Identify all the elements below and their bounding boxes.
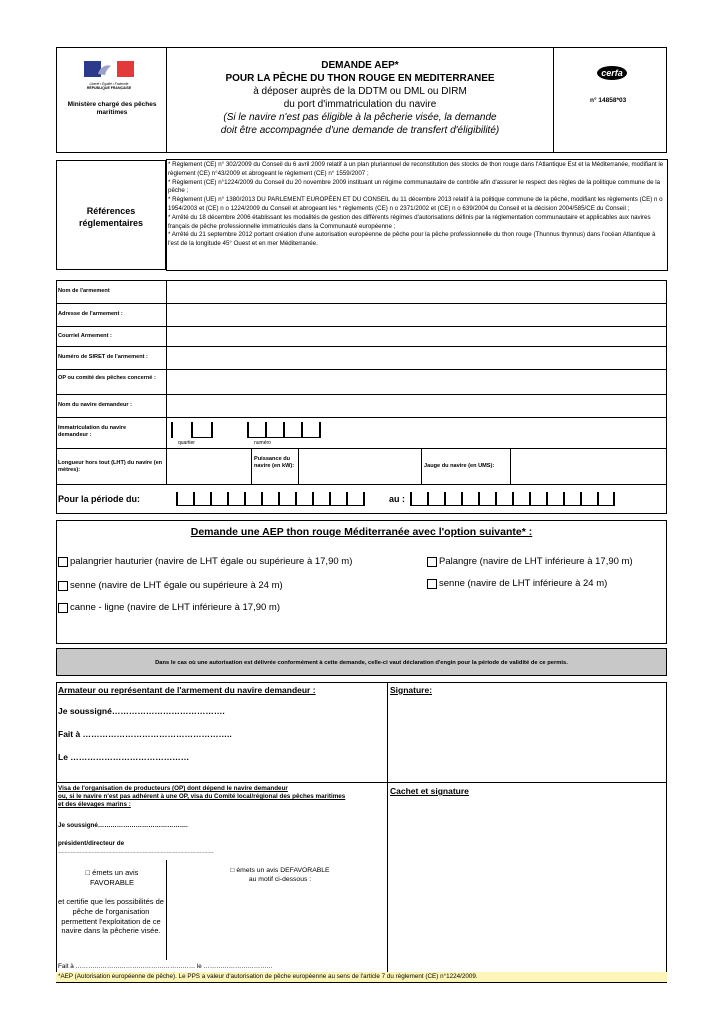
visa-fait-a[interactable]: Fait à ………………………………………………… le …………………………… <box>58 963 273 970</box>
adresse-armement-field[interactable] <box>167 304 666 326</box>
logo-caption: Liberté • Égalité • Fraternité <box>89 82 129 86</box>
option-label: Palangre (navire de LHT inférieure à 17,90 m) <box>439 556 633 567</box>
reference-item: * Arrêté du 18 décembre 2006 établissant les modalités de gestion des différents régimes d'autorisations définis par la réglementation communautaire et applicables aux navires français de pêche professionnelle immatriculés dans la Communauté européenne ; <box>168 213 651 230</box>
republic-logo <box>84 61 134 90</box>
periode-start-comb-field[interactable] <box>176 490 386 510</box>
nom-armement-label: Nom de l'armement <box>58 288 110 294</box>
form-subtitle: POUR LA PÊCHE DU THON ROUGE EN MEDITERRANEE <box>225 73 495 84</box>
flag-logo-icon <box>84 61 134 77</box>
checkbox[interactable] <box>427 579 437 589</box>
avis-defavorable-line2: au motif ci-dessous : <box>248 875 312 883</box>
certification-text: et certifie que les possibilités de pêche de l'organisation permettent l'exploitation de ce navire dans la pêcherie visée. <box>58 897 164 936</box>
periode-end-comb-field[interactable] <box>410 490 620 510</box>
jauge-field[interactable] <box>511 449 666 484</box>
options-title: Demande une AEP thon rouge Méditerranée avec l'option suivante* : <box>190 526 533 538</box>
visa-president-dots[interactable]: …………………………………………………………………… <box>58 849 214 855</box>
option-canne-ligne[interactable] <box>58 602 280 613</box>
ministry-label: Ministère chargé des pêches maritimes <box>67 101 157 117</box>
cerfa-number: n° 14858*03 <box>590 97 627 104</box>
adresse-armement-label: Adresse de l'armement : <box>58 311 123 317</box>
visa-heading-line3: et des élevages marins : <box>58 801 131 809</box>
cerfa-logo: cerfa <box>597 66 627 80</box>
quartier-caption: quartier <box>178 440 195 446</box>
armateur-je-soussigne[interactable]: Je soussigné…………………………………. <box>58 706 225 716</box>
courriel-armement-field[interactable] <box>167 327 666 346</box>
row-line <box>56 484 667 485</box>
form-title: DEMANDE AEP* <box>321 60 399 71</box>
deposit-instruction: à déposer auprès de la DDTM ou DML ou DIRM <box>253 86 467 97</box>
option-label: senne (navire de LHT égale ou supérieure à 24 m) <box>70 580 283 591</box>
signature-label: Signature: <box>390 685 433 695</box>
armateur-visa-divider <box>56 782 667 783</box>
notice-text: Dans le cas où une autorisation est délivrée conformément à cette demande, celle-ci vaut déclaration d'engin pour la période de validité de ce permis. <box>155 660 568 666</box>
visa-je-soussigne[interactable]: Je soussigné……………………………………. <box>58 822 188 829</box>
jauge-label: Jauge du navire (en UMS): <box>424 463 495 469</box>
references-label <box>56 205 166 229</box>
avis-defavorable[interactable] <box>205 867 355 885</box>
row-line <box>56 417 667 418</box>
footnote: *AEP (Autorisation européenne de pêche). Le PPS a valeur d'autorisation de pêche européenne au sens de l'article 7 du règlement (CE) n°1224/2009. <box>56 972 667 982</box>
eligibility-note-1: (Si le navire n'est pas éligible à la pêcherie visée, la demande <box>223 112 497 123</box>
armateur-fait-a[interactable]: Fait à …………………………………………….. <box>58 729 232 739</box>
armateur-le[interactable]: Le …………………………………… <box>58 752 190 762</box>
siret-label: Numéro de SIRET de l'armement : <box>58 354 148 360</box>
visa-heading <box>58 785 388 810</box>
checkbox[interactable] <box>427 557 437 567</box>
armateur-title: Armateur ou représentant de l'armement du navire demandeur : <box>58 685 316 695</box>
nom-navire-field[interactable] <box>167 395 666 417</box>
reference-item: * Règlement (UE) n° 1380/2013 DU PARLEMENT EUROPÉEN ET DU CONSEIL du 11 décembre 2013 relatif à la politique commune de la pêche, modifiant les règlements (CE) n o 1954/2003 et (CE) n o 1224/2009 du Conseil et abrogeant les * règlements (CE) n o 2371/2002 et (CE) n o 639/2004 du Conseil et la décision 2004/585/CE du Conseil ; <box>168 196 663 212</box>
signature-field[interactable] <box>389 698 665 780</box>
courriel-armement-label: Courriel Armement : <box>58 333 112 339</box>
periode-au-label: au : <box>389 494 406 504</box>
references-label-line2: réglementaires <box>78 218 144 229</box>
cell-divider <box>421 448 422 484</box>
avis-favorable-line1: □ émets un avis <box>85 868 139 877</box>
op-comite-label: OP ou comité des pêches concerné : <box>58 375 156 381</box>
siret-field[interactable] <box>167 347 666 369</box>
option-label: canne - ligne (navire de LHT inférieure à 17,90 m) <box>70 602 280 613</box>
avis-favorable-line2: FAVORABLE <box>89 877 135 887</box>
option-label: senne (navire de LHT inférieure à 24 m) <box>439 578 608 589</box>
option-palangrier-hauturier[interactable] <box>58 556 352 567</box>
eligibility-note-2: doit être accompagnée d'une demande de transfert d'éligibilité) <box>220 125 500 136</box>
logo-republic: RÉPUBLIQUE FRANÇAISE <box>86 86 132 90</box>
visa-heading-line2: ou, si le navire n'est pas adhérent à une OP, visa du Comité local/régional des pêches maritimes <box>58 793 346 801</box>
armateur-signature-divider <box>387 682 388 972</box>
cell-divider <box>251 448 252 484</box>
periode-label: Pour la période du: <box>58 494 141 504</box>
visa-president-label: président/directeur de <box>58 840 125 847</box>
cachet-signature-label: Cachet et signature <box>390 786 469 796</box>
option-label: palangrier hauturier (navire de LHT égale ou supérieure à 17,90 m) <box>70 556 353 567</box>
cachet-field[interactable] <box>389 798 665 970</box>
puissance-label: Puissance du navire (en kW): <box>254 456 295 469</box>
checkbox[interactable] <box>58 603 68 613</box>
longueur-label: Longueur hors tout (LHT) du navire (en mètres): <box>58 460 163 473</box>
checkbox[interactable] <box>58 557 68 567</box>
references-text <box>166 159 668 271</box>
reference-item: * Règlement (CE) n° 302/2009 du Conseil du 6 avril 2009 relatif à un plan pluriannuel de reconstitution des stocks de thon rouge dans l'Atlantique Est et la Méditerranée, modifiant le règlement (CE) n°43/2009 et abrogeant le règlement (CE) n° 1559/2007 ; <box>168 161 664 177</box>
reference-item: * Arrêté du 21 septembre 2012 portant création d'une autorisation européenne de pêche pour la pêche professionnelle du thon rouge (Thunnus thynnus) dans l'océan Atlantique à l'est de la longitude 45° Ouest et en mer Méditerranée. <box>168 231 656 248</box>
checkbox[interactable] <box>58 581 68 591</box>
port-instruction: du port d'immatriculation du navire <box>283 99 437 110</box>
motif-field[interactable] <box>168 888 386 960</box>
notice-band <box>56 648 667 676</box>
nom-navire-label: Nom du navire demandeur : <box>58 402 132 408</box>
references-label-line1: Références <box>86 206 136 216</box>
numero-caption: numéro <box>254 440 271 446</box>
title-block <box>167 59 553 137</box>
avis-divider <box>166 860 167 960</box>
option-palangre[interactable] <box>427 556 633 567</box>
header-divider-right <box>553 47 554 153</box>
option-senne-grand[interactable] <box>58 580 283 591</box>
option-senne-petit[interactable] <box>427 578 607 589</box>
longueur-field[interactable] <box>167 449 251 484</box>
puissance-field[interactable] <box>299 449 421 484</box>
immatriculation-label: Immatriculation du navire demandeur : <box>58 425 127 438</box>
avis-defavorable-line1: □ émets un avis DEFAVORABLE <box>230 867 330 874</box>
op-comite-field[interactable] <box>167 370 666 394</box>
nom-armement-field[interactable] <box>167 281 666 303</box>
visa-heading-line1: Visa de l'organisation de producteurs (OP) dont dépend le navire demandeur <box>58 785 288 792</box>
reference-item: * Règlement (CE) n°1224/2009 du Conseil du 20 novembre 2009 instituant un régime communautaire de contrôle afin d'assurer le respect des règles de la politique commune de la pêche ; <box>168 178 661 195</box>
avis-favorable[interactable] <box>60 868 164 888</box>
